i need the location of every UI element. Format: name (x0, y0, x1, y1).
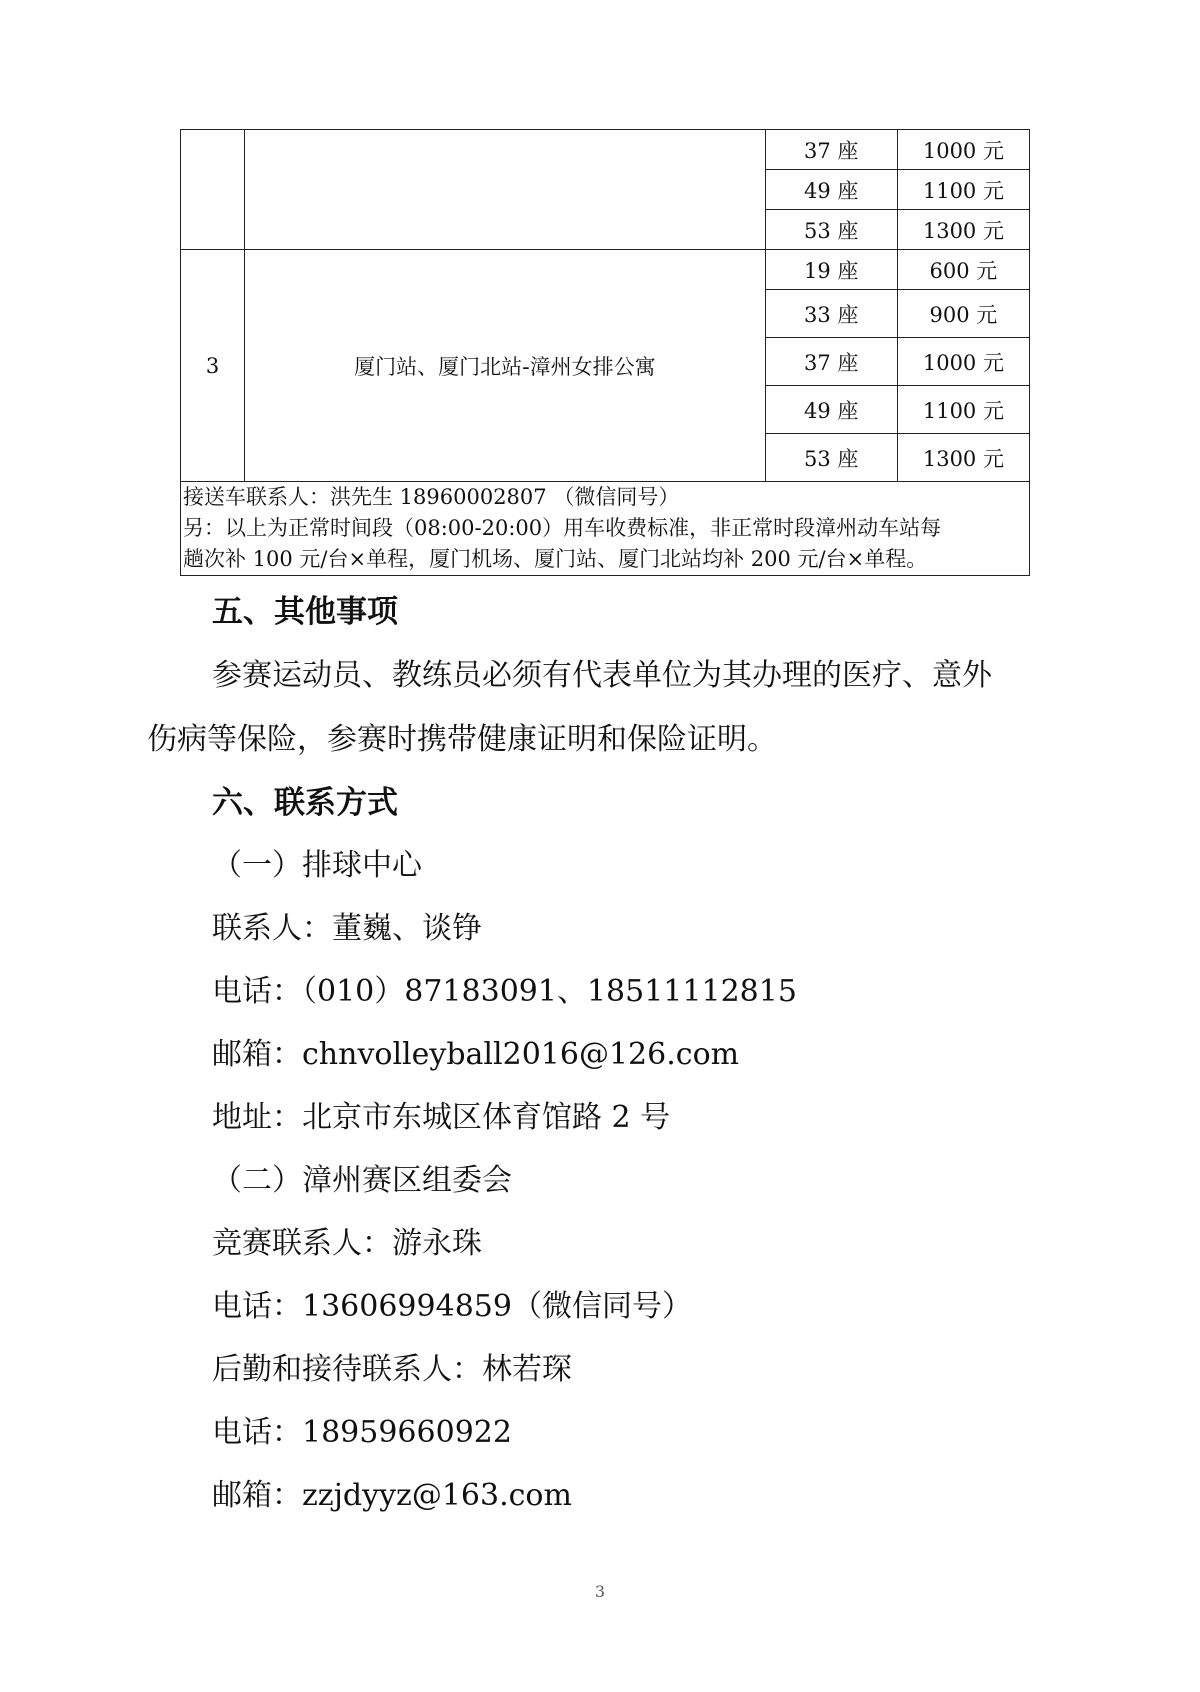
table-row (181, 130, 1030, 170)
logistics-contact-person: 后勤和接待联系人：林若琛 (212, 1352, 572, 1387)
price-cell: 600 元 (897, 250, 1029, 290)
page-number: 3 (594, 1582, 606, 1601)
contact-person: 联系人：董巍、谈铮 (212, 911, 482, 946)
seat-cell: 49 座 (765, 170, 897, 210)
paragraph-line: 伤病等保险，参赛时携带健康证明和保险证明。 (147, 722, 777, 757)
seat-cell: 49 座 (765, 386, 897, 434)
subheading-zhangzhou-committee: （二）漳州赛区组委会 (212, 1163, 512, 1198)
logistics-contact-phone: 电话：18959660922 (212, 1415, 512, 1450)
shuttle-fee-table (180, 129, 1030, 576)
seat-cell: 53 座 (765, 434, 897, 482)
paragraph-line: 参赛运动员、教练员必须有代表单位为其办理的医疗、意外 (212, 658, 992, 693)
seat-cell: 19 座 (765, 250, 897, 290)
section-heading-contact: 六、联系方式 (212, 785, 398, 821)
table-note-cell (181, 482, 1030, 576)
row-number-cell (181, 130, 245, 250)
row-number-cell: 3 (181, 250, 245, 482)
price-cell: 1000 元 (897, 338, 1029, 386)
price-cell: 1300 元 (897, 210, 1029, 250)
note-line: 另：以上为正常时间段（08:00-20:00）用车收费标准，非正常时段漳州动车站每 (183, 516, 942, 540)
price-cell: 1300 元 (897, 434, 1029, 482)
logistics-contact-email: 邮箱：zzjdyyz@163.com (212, 1478, 572, 1513)
seat-cell: 33 座 (765, 290, 897, 338)
route-cell (245, 130, 766, 250)
seat-cell: 53 座 (765, 210, 897, 250)
route-cell: 厦门站、厦门北站-漳州女排公寓 (245, 250, 766, 482)
contact-email: 邮箱：chnvolleyball2016@126.com (212, 1037, 740, 1072)
price-cell: 1100 元 (897, 386, 1029, 434)
seat-cell: 37 座 (765, 130, 897, 170)
competition-contact-phone: 电话：13606994859（微信同号） (212, 1289, 692, 1324)
table-note-row (181, 482, 1030, 576)
seat-cell: 37 座 (765, 338, 897, 386)
note-line: 趟次补 100 元/台×单程，厦门机场、厦门站、厦门北站均补 200 元/台×单程。 (183, 547, 928, 571)
section-heading-other-matters: 五、其他事项 (212, 594, 398, 630)
subheading-volleyball-center: （一）排球中心 (212, 848, 422, 883)
note-line: 接送车联系人：洪先生 18960002807 （微信同号） (183, 485, 680, 509)
contact-address: 地址：北京市东城区体育馆路 2 号 (212, 1100, 671, 1135)
competition-contact-person: 竞赛联系人：游永珠 (212, 1226, 482, 1261)
table-row (181, 250, 1030, 290)
contact-phone: 电话：（010）87183091、18511112815 (212, 974, 797, 1009)
price-cell: 1000 元 (897, 130, 1029, 170)
price-cell: 900 元 (897, 290, 1029, 338)
price-cell: 1100 元 (897, 170, 1029, 210)
